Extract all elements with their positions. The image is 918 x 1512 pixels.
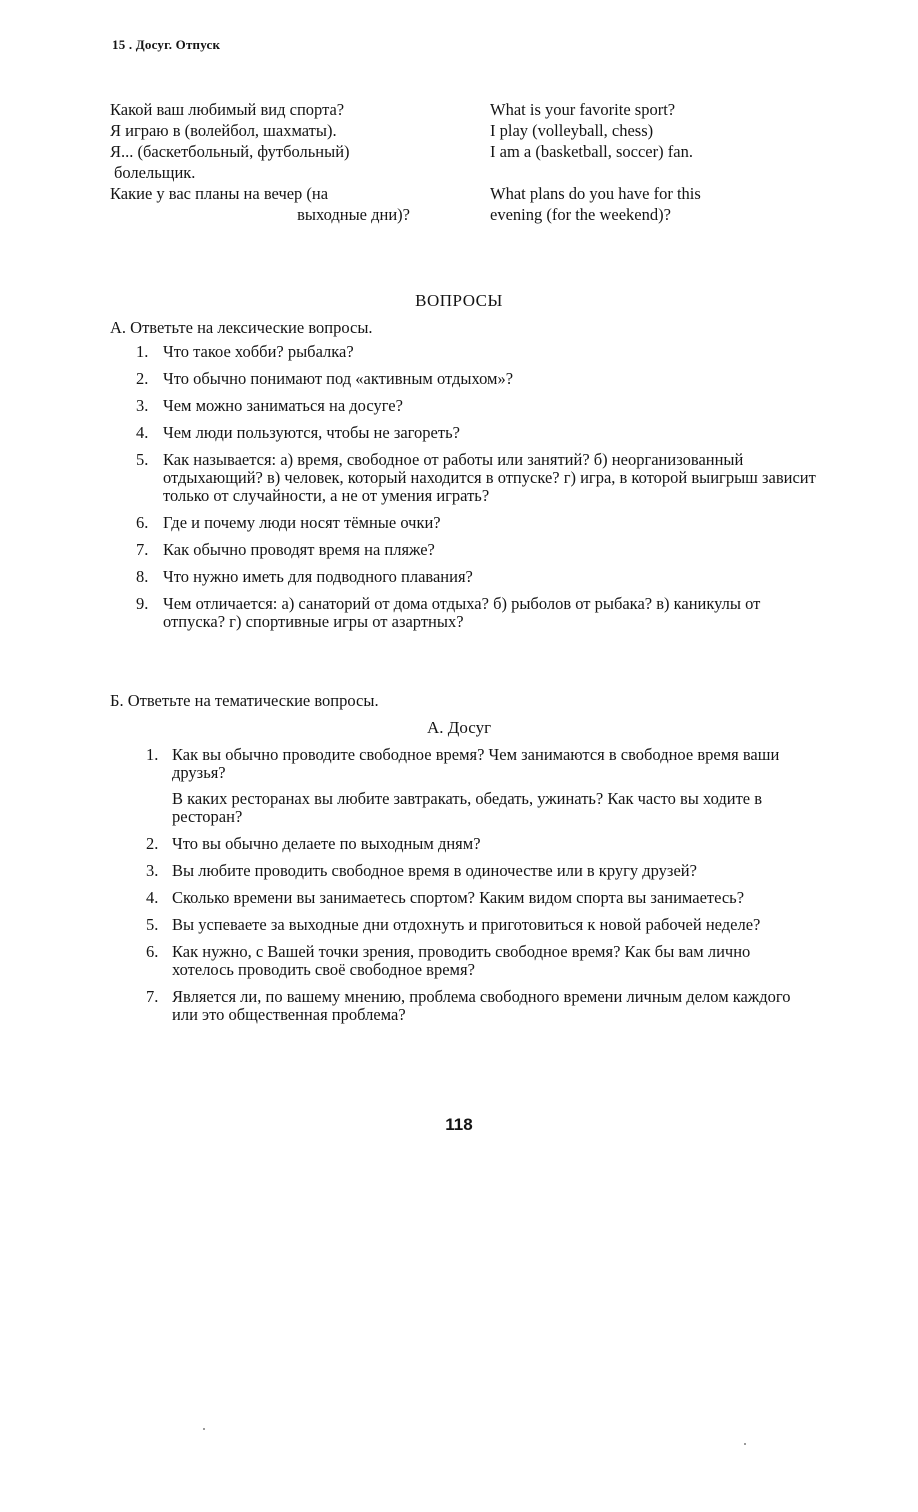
question-text: Вы любите проводить свободное время в одиночестве или в кругу друзей? (172, 861, 697, 880)
question-text-extra: В каких ресторанах вы любите завтракать, обедать, ужинать? Как часто вы ходите в ресторан? (172, 789, 763, 826)
phrase-russian (110, 141, 490, 183)
list-item (146, 889, 806, 907)
block-b-heading: Б. Ответьте на тематические вопросы. (110, 691, 379, 710)
phrase-russian-line: Я... (баскетбольный, футбольный) (110, 142, 350, 161)
question-text: Чем отличается: а) санаторий от дома отдыха? б) рыболов от рыбака? в) каникулы от отпуска? г) спортивные игры от азартных? (163, 594, 761, 631)
list-item (146, 988, 806, 1024)
phrase-english: I play (volleyball, chess) (490, 121, 654, 140)
list-item (136, 514, 816, 532)
phrase-row (110, 99, 810, 120)
phrase-english: What is your favorite sport? (490, 100, 676, 119)
question-number: 1. (136, 342, 149, 361)
running-head: 15 . Досуг. Отпуск (112, 37, 221, 52)
phrase-row (110, 120, 810, 141)
phrase-english-line: evening (for the weekend)? (490, 205, 671, 224)
question-number: 1. (146, 745, 159, 764)
scan-speck (203, 1428, 205, 1430)
question-text: Как нужно, с Вашей точки зрения, проводить свободное время? Как бы вам лично хотелось проводить своё свободное время? (172, 942, 751, 979)
section-title: ВОПРОСЫ (415, 291, 503, 310)
phrase-english: I am a (basketball, soccer) fan. (490, 142, 693, 161)
list-item (146, 746, 806, 826)
question-text: Чем можно заниматься на досуге? (163, 396, 403, 415)
scan-speck (744, 1443, 746, 1445)
phrase-russian (110, 183, 490, 225)
question-number: 7. (146, 987, 159, 1006)
list-item (136, 568, 816, 586)
thematic-question-list (146, 746, 806, 1033)
question-number: 8. (136, 567, 149, 586)
question-text: Что такое хобби? рыбалка? (163, 342, 354, 361)
question-number: 5. (136, 450, 149, 469)
question-number: 6. (136, 513, 149, 532)
question-text: Что нужно иметь для подводного плавания? (163, 567, 473, 586)
phrase-english (490, 183, 810, 225)
list-item (146, 916, 806, 934)
phrase-russian-line: выходные дни)? (297, 205, 410, 224)
phrase-table (110, 99, 810, 225)
phrase-russian: Какой ваш любимый вид спорта? (110, 100, 345, 119)
list-item (146, 862, 806, 880)
question-number: 5. (146, 915, 159, 934)
question-text: Чем люди пользуются, чтобы не загореть? (163, 423, 460, 442)
question-text: Как обычно проводят время на пляже? (163, 540, 435, 559)
lexical-question-list (136, 343, 816, 640)
phrase-row (110, 141, 810, 183)
question-number: 3. (146, 861, 159, 880)
list-item (136, 541, 816, 559)
question-number: 4. (146, 888, 159, 907)
question-text: Что вы обычно делаете по выходным дням? (172, 834, 481, 853)
question-number: 7. (136, 540, 149, 559)
question-number: 9. (136, 594, 149, 613)
question-text (172, 746, 806, 826)
list-item (136, 370, 816, 388)
list-item (136, 424, 816, 442)
list-item (146, 835, 806, 853)
question-number: 3. (136, 396, 149, 415)
phrase-russian: Я играю в (волейбол, шахматы). (110, 121, 337, 140)
question-number: 2. (146, 834, 159, 853)
phrase-russian-line: болельщик. (114, 163, 196, 182)
question-number: 6. (146, 942, 159, 961)
question-text: Является ли, по вашему мнению, проблема свободного времени личным делом каждого или это общественная проблема? (172, 987, 791, 1024)
question-text: Что обычно понимают под «активным отдыхом»? (163, 369, 514, 388)
question-number: 2. (136, 369, 149, 388)
question-text: Сколько времени вы занимаетесь спортом? Каким видом спорта вы занимаетесь? (172, 888, 745, 907)
phrase-russian-line: Какие у вас планы на вечер (на (110, 184, 329, 203)
list-item (136, 451, 816, 505)
list-item (146, 943, 806, 979)
list-item (136, 595, 816, 631)
phrase-row (110, 183, 810, 225)
subheading: А. Досуг (426, 718, 492, 737)
question-text: Вы успеваете за выходные дни отдохнуть и приготовиться к новой рабочей неделе? (172, 915, 761, 934)
list-item (136, 397, 816, 415)
block-a-heading: А. Ответьте на лексические вопросы. (110, 318, 373, 337)
question-text: Как называется: а) время, свободное от работы или занятий? б) неорганизованный отдыхающий? в) человек, который находится в отпуске? г) игра, в которой выигрыш зависит только от случайности, а не от умения играть? (163, 450, 816, 505)
question-text: Где и почему люди носят тёмные очки? (163, 513, 441, 532)
list-item (136, 343, 816, 361)
question-text-main: Как вы обычно проводите свободное время? Чем занимаются в свободное время ваши друзья? (172, 745, 780, 782)
question-number: 4. (136, 423, 149, 442)
page-number: 118 (445, 1115, 473, 1134)
phrase-english-line: What plans do you have for this (490, 184, 701, 203)
